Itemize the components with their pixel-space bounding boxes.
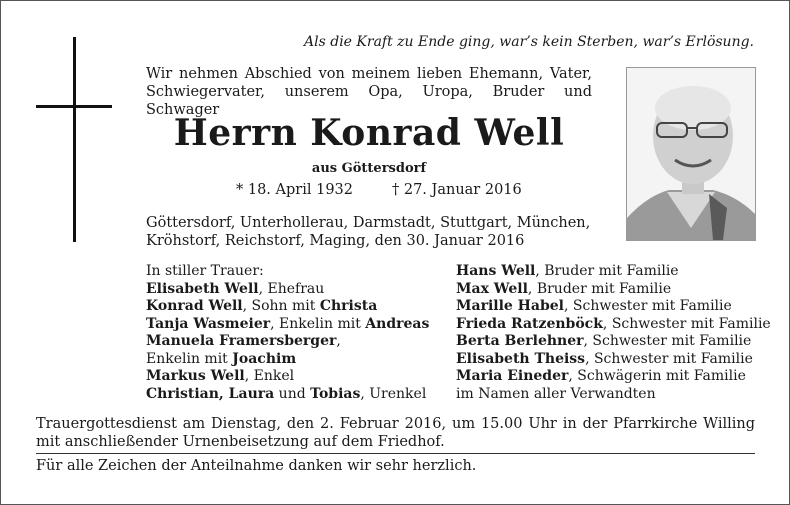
service-info: Trauergottesdienst am Dienstag, den 2. Februar 2016, um 15.00 Uhr in der Pfarrkirche Willing mit anschließender Urnenbeisetzung auf dem Friedhof.	[36, 416, 755, 450]
mourner-line: Elisabeth Well, Ehefrau	[146, 280, 325, 297]
thanks-text: Für alle Zeichen der Anteilnahme danken wir sehr herzlich.	[36, 458, 477, 474]
mourners-left-column	[146, 263, 446, 403]
mourner-line: Berta Berlehner, Schwester mit Familie	[456, 333, 752, 349]
mourners-right-column	[456, 263, 771, 403]
mourner-line: Hans Well, Bruder mit Familie	[456, 263, 679, 279]
mourner-line: Tanja Wasmeier, Enkelin mit Andreas	[146, 315, 430, 332]
motto: Als die Kraft zu Ende ging, war’s kein Sterben, war’s Erlösung.	[304, 34, 754, 50]
mourner-line: Christian, Laura und Tobias, Urenkel	[146, 385, 427, 402]
mourner-line: Markus Well, Enkel	[146, 368, 295, 384]
mourner-line: Enkelin mit Joachim	[146, 350, 297, 367]
mourner-line: Elisabeth Theiss, Schwester mit Familie	[456, 350, 753, 367]
death-date: † 27. Januar 2016	[392, 182, 522, 198]
mourner-line: Max Well, Bruder mit Familie	[456, 280, 672, 297]
intro-text: Wir nehmen Abschied von meinem lieben Ehemann, Vater, Schwiegervater, unserem Opa, Uropa, Bruder und Schwager	[146, 66, 592, 118]
mourner-line: Maria Eineder, Schwägerin mit Familie	[456, 368, 746, 384]
birth-date: * 18. April 1932	[236, 182, 353, 198]
portrait-photo	[626, 67, 756, 241]
mourner-line: im Namen aller Verwandten	[456, 385, 656, 402]
places-and-date: Göttersdorf, Unterhollerau, Darmstadt, Stuttgart, München, Kröhstorf, Reichstorf, Maging, den 30. Januar 2016	[146, 215, 591, 249]
mourner-line: Marille Habel, Schwester mit Familie	[456, 298, 732, 314]
mourner-line: Manuela Framersberger,	[146, 333, 341, 349]
mourner-line: Konrad Well, Sohn mit Christa	[146, 298, 378, 314]
deceased-name: Herrn Konrad Well	[173, 112, 565, 154]
deceased-origin: aus Göttersdorf	[311, 161, 427, 176]
mourner-line: In stiller Trauer:	[146, 263, 264, 279]
mourner-line: Frieda Ratzenböck, Schwester mit Familie	[456, 315, 771, 332]
divider	[36, 453, 755, 454]
